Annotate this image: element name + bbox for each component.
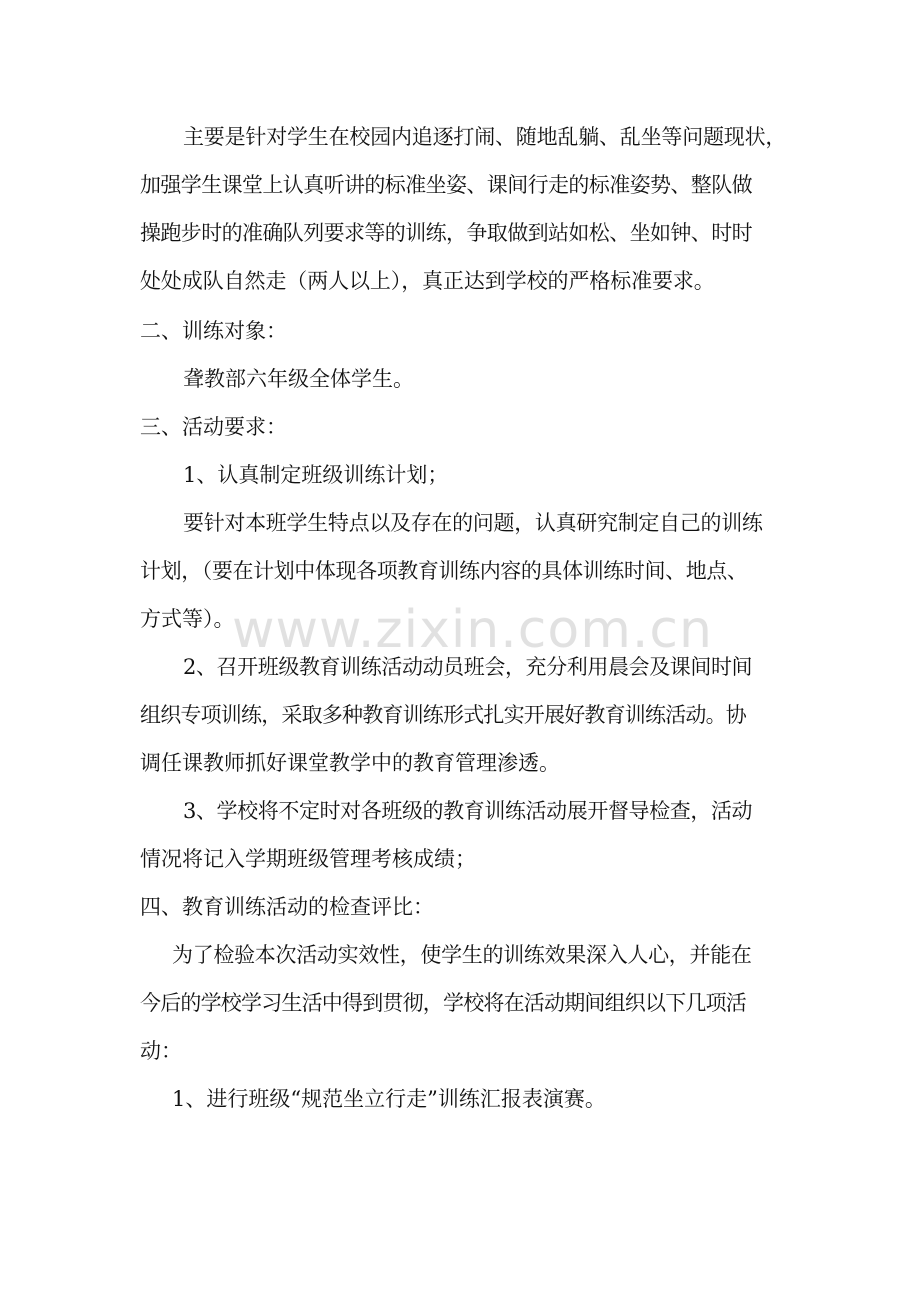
paragraph-line-13: 今后的学校学习生活中得到贯彻，学校将在活动期间组织以下几项活 (140, 991, 746, 1015)
section-heading-4: 四、教育训练活动的检查评比： (140, 895, 434, 919)
watermark: www.zixin.com.cn (232, 600, 713, 660)
paragraph-line-2: 加强学生课堂上认真听讲的标准坐姿、课间行走的标准姿势、整队做 (140, 173, 752, 197)
paragraph-line-7: 计划，（要在计划中体现各项教育训练内容的具体训练时间、地点、 (140, 559, 748, 583)
list-item-2: 2、召开班级教育训练活动动员班会，充分利用晨会及课间时间 (183, 655, 753, 679)
paragraph-line-5: 聋教部六年级全体学生。 (183, 367, 414, 391)
list-item-4: 1、进行班级“规范坐立行走”训练汇报表演赛。 (172, 1087, 606, 1111)
paragraph-line-10: 调任课教师抓好课堂教学中的教育管理渗透。 (140, 751, 560, 775)
paragraph-line-14: 动： (140, 1039, 182, 1063)
paragraph-line-1: 主要是针对学生在校园内追逐打闹、随地乱躺、乱坐等问题现状， (183, 125, 787, 149)
section-heading-3: 三、活动要求： (140, 415, 287, 439)
paragraph-line-6: 要针对本班学生特点以及存在的问题，认真研究制定自己的训练 (183, 511, 763, 535)
paragraph-line-8: 方式等）。 (140, 607, 235, 631)
paragraph-line-9: 组织专项训练，采取多种教育训练形式扎实开展好教育训练活动。协 (140, 703, 746, 727)
list-item-3: 3、学校将不定时对各班级的教育训练活动展开督导检查，活动 (183, 799, 753, 823)
paragraph-line-3: 操跑步时的准确队列要求等的训练，争取做到站如松、坐如钟、时时 (140, 221, 752, 245)
paragraph-line-4: 处处成队自然走（两人以上），真正达到学校的严格标准要求。 (140, 269, 715, 293)
paragraph-line-12: 为了检验本次活动实效性，使学生的训练效果深入人心，并能在 (172, 943, 752, 967)
paragraph-line-11: 情况将记入学期班级管理考核成绩； (140, 847, 476, 871)
list-item-1: 1、认真制定班级训练计划； (183, 463, 449, 487)
section-heading-2: 二、训练对象： (140, 319, 287, 343)
